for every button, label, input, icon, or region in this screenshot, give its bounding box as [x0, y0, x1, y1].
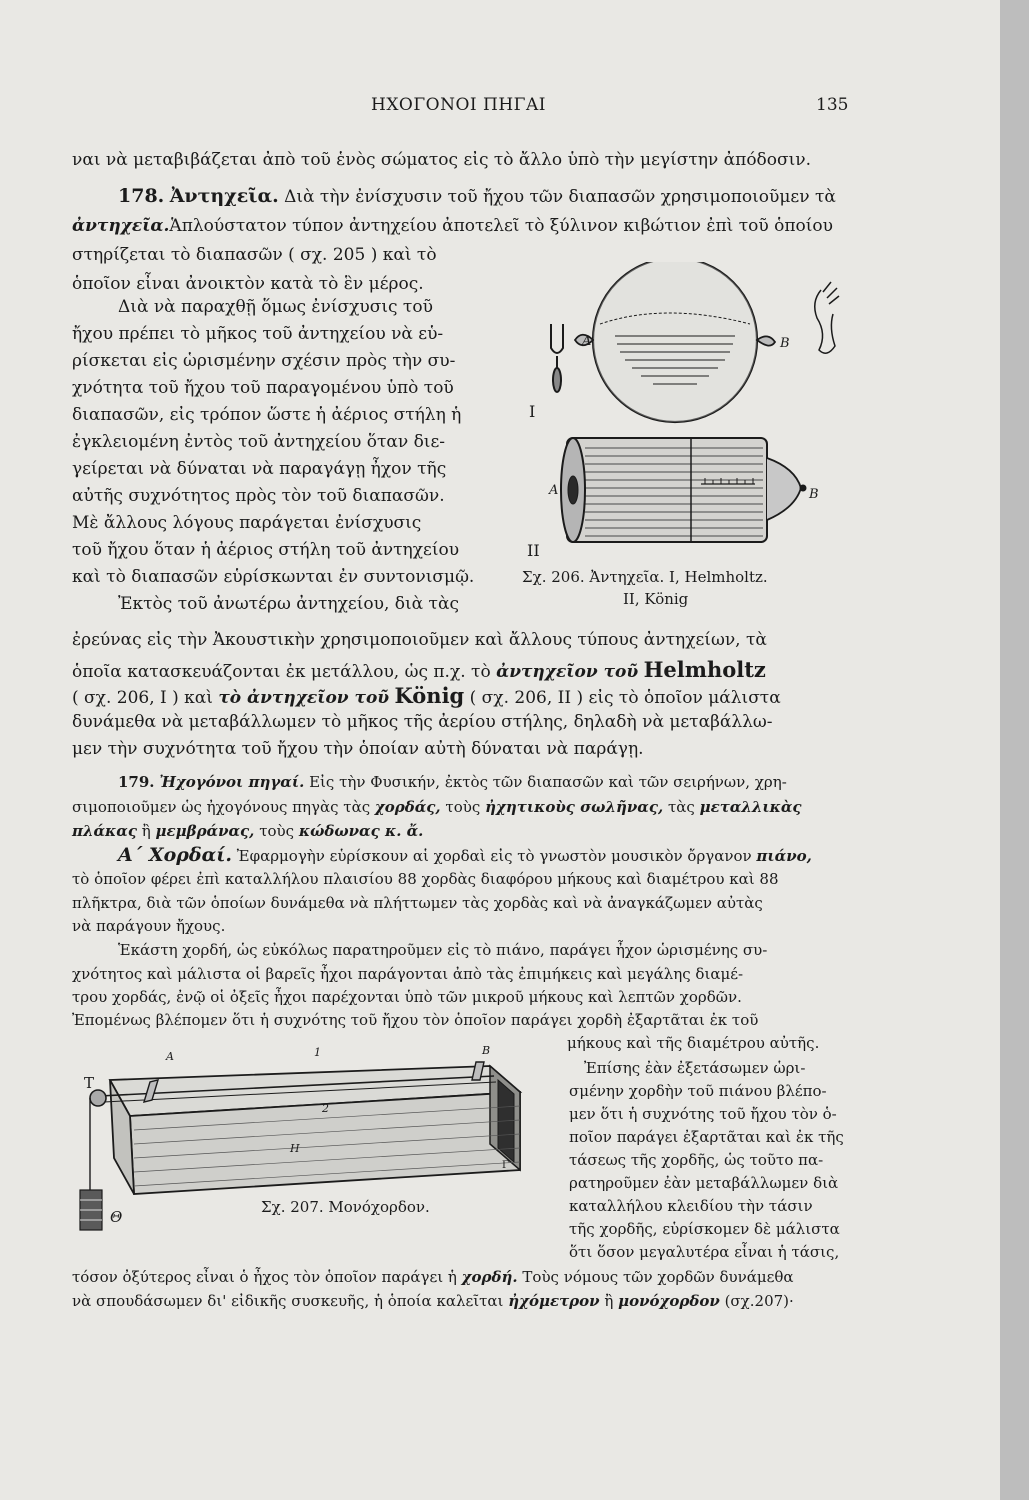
- research-text: ὁποῖα κατασκευάζονται ἐκ μετάλλου, ὡς π.χ. τὸ: [72, 662, 491, 682]
- section-text: ἢ: [141, 822, 151, 840]
- right-col-line: τάσεως τῆς χορδῆς, ὡς τοῦτο πα-: [569, 1151, 824, 1169]
- term-membranes: μεμβράνας,: [155, 822, 255, 840]
- fig207-label-B: B: [482, 1044, 491, 1057]
- narrow-line: Ἐκτὸς τοῦ ἀνωτέρω ἀντηχείου, διὰ τὰς: [118, 594, 459, 614]
- research-text: ( σχ. 206, I ) καὶ: [72, 688, 213, 708]
- research-line3: [72, 685, 781, 707]
- section-text: τοὺς: [445, 798, 481, 816]
- running-title: ΗΧΟΓΟΝΟΙ ΠΗΓΑΙ: [371, 95, 546, 115]
- narrow-line: γείρεται νὰ δύναται νὰ παραγάγῃ ἦχον τῆς: [72, 459, 447, 479]
- term-chordh: χορδή.: [461, 1268, 518, 1286]
- narrow-line: ἤχου πρέπει τὸ μῆκος τοῦ ἀντηχείου νὰ εὑ-: [72, 324, 444, 344]
- paragraph-continuation: ναι νὰ μεταβιβάζεται ἀπὸ τοῦ ἑνὸς σώματος εἰς τὸ ἄλλο ὑπὸ τὴν μεγίστην ἀπόδοσιν.: [72, 150, 812, 170]
- section-179-line1: [118, 775, 787, 790]
- right-col-line: σμένην χορδὴν τοῦ πιάνου βλέπο-: [569, 1082, 827, 1100]
- section-number: 179.: [118, 773, 155, 791]
- right-col-line: ποῖον παράγει ἐξαρτᾶται καὶ ἐκ τῆς: [569, 1128, 844, 1146]
- term-konig-resonator: τὸ ἀντηχεῖον τοῦ: [218, 688, 390, 708]
- section-text: τὰς: [667, 798, 695, 816]
- fig206-label-B2: B: [809, 487, 819, 502]
- right-col-line: μεν ὅτι ἡ συχνότης τοῦ ἤχου τὸν ὁ-: [569, 1105, 837, 1123]
- narrow-line: Μὲ ἄλλους λόγους παράγεται ἐνίσχυσις: [72, 513, 422, 533]
- section-178-line2: [72, 218, 833, 235]
- section-text: Ἁπλούστατον τύπον ἀντηχείου ἀποτελεῖ τὸ ξύλινον κιβώτιον ἐπὶ τοῦ ὁποίου: [169, 216, 834, 236]
- fig207-label-2: 2: [322, 1102, 329, 1115]
- page-edge-shadow: [1000, 0, 1029, 1500]
- final-text: Τοὺς νόμους τῶν χορδῶν δυνάμεθα: [522, 1268, 794, 1286]
- name-helmholtz: Helmholtz: [643, 657, 766, 682]
- chords-line9: μήκους καὶ τῆς διαμέτρου αὐτῆς.: [567, 1034, 820, 1052]
- name-konig: König: [394, 683, 465, 708]
- figure-206-resonators: [505, 262, 845, 562]
- right-col-line: ρατηροῦμεν ἐὰν μεταβάλλωμεν διὰ: [569, 1174, 839, 1192]
- term-antixeia: ἀντηχεῖα.: [72, 216, 170, 236]
- term-helmholtz-resonator: ἀντηχεῖον τοῦ: [496, 662, 639, 682]
- final-line2: [72, 1294, 794, 1309]
- section-title: Ἠχογόνοι πηγαί.: [159, 773, 305, 791]
- chords-line3: πλῆκτρα, διὰ τῶν ὁποίων δυνάμεθα νὰ πλήττωμεν τὰς χορδὰς καὶ νὰ ἀναγκάζωμεν αὐτὰς: [72, 894, 763, 912]
- helmholtz-resonator: [575, 262, 775, 422]
- chords-line4: νὰ παράγουν ἤχους.: [72, 917, 226, 935]
- chords-line7: τρου χορδάς, ἐνῷ οἱ ὀξεῖς ἦχοι παρέχονται ὑπὸ τῶν μικροῦ μήκους καὶ λεπτῶν χορδῶν.: [72, 988, 742, 1006]
- research-text: ( σχ. 206, II ) εἰς τὸ ὁποῖον μάλιστα: [469, 688, 781, 708]
- fig207-label-Theta: Θ: [110, 1208, 123, 1226]
- final-text: ἢ: [604, 1292, 614, 1310]
- section-179-line2: [72, 800, 802, 815]
- figure-206-caption: Σχ. 206. Ἀντηχεῖα. I, Helmholtz.: [522, 568, 768, 586]
- figure-207-caption: Σχ. 207. Μονόχορδον.: [261, 1198, 430, 1216]
- term-sound-tubes: ἠχητικοὺς σωλῆνας,: [485, 798, 664, 816]
- weight-icon: [80, 1190, 102, 1230]
- term-metallic: μεταλλικὰς: [699, 798, 802, 816]
- final-text: νὰ σπουδάσωμεν δι' εἰδικῆς συσκευῆς, ἡ ὁποία καλεῖται: [72, 1292, 504, 1310]
- narrow-line: ρίσκεται εἰς ὡρισμένην σχέσιν πρὸς τὴν συ-: [72, 351, 456, 371]
- right-col-line: καταλλήλου κλειδίου τὴν τάσιν: [569, 1197, 813, 1215]
- section-text: τοὺς: [259, 822, 295, 840]
- chords-line1: [118, 846, 812, 865]
- section-179-line3: [72, 824, 423, 839]
- right-col-line: τῆς χορδῆς, εὑρίσκομεν δὲ μάλιστα: [569, 1220, 840, 1238]
- narrow-line: Διὰ νὰ παραχθῇ ὅμως ἐνίσχυσις τοῦ: [118, 297, 433, 317]
- right-col-line: Ἐπίσης ἐὰν ἐξετάσωμεν ὡρι-: [584, 1059, 806, 1077]
- term-bells: κώδωνας κ. ἄ.: [298, 822, 424, 840]
- konig-resonator: [561, 438, 806, 542]
- chords-line5: Ἑκάστη χορδή, ὡς εὐκόλως παρατηροῦμεν εἰς τὸ πιάνο, παράγει ἦχον ὡρισμένης συ-: [118, 941, 768, 959]
- final-text: τόσον ὀξύτερος εἶναι ὁ ἦχος τὸν ὁποῖον παράγει ἡ: [72, 1268, 457, 1286]
- section-178-line3: στηρίζεται τὸ διαπασῶν ( σχ. 205 ) καὶ τὸ: [72, 245, 437, 265]
- section-number: 178.: [118, 185, 165, 207]
- research-line4: δυνάμεθα νὰ μεταβάλλωμεν τὸ μῆκος τῆς ἀερίου στήλης, δηλαδὴ νὰ μεταβάλλω-: [72, 712, 773, 732]
- fig207-label-1: 1: [314, 1046, 321, 1059]
- final-text: (σχ.207)·: [724, 1292, 794, 1310]
- ear-sketch-icon: [815, 282, 839, 353]
- chords-line2: τὸ ὁποῖον φέρει ἐπὶ καταλλήλου πλαισίου 88 χορδὰς διαφόρου μήκους καὶ διαμέτρου καὶ 88: [72, 870, 779, 888]
- fig207-label-T: T: [84, 1074, 95, 1092]
- section-title: Ἀντηχεῖα.: [169, 185, 279, 207]
- section-178-line4: ὁποῖον εἶναι ἀνοικτὸν κατὰ τὸ ἓν μέρος.: [72, 274, 424, 294]
- narrow-line: ἐγκλειομένη ἐντὸς τοῦ ἀντηχείου ὅταν διε-: [72, 432, 446, 452]
- chords-heading: Α΄ Χορδαί.: [118, 844, 233, 866]
- research-line1: ἐρεύνας εἰς τὴν Ἀκουστικὴν χρησιμοποιοῦμεν καὶ ἄλλους τύπους ἀντηχείων, τὰ: [72, 630, 767, 650]
- chords-text: Ἐφαρμογὴν εὑρίσκουν αἱ χορδαὶ εἰς τὸ γνωστὸν μουσικὸν ὄργανον: [236, 847, 752, 865]
- research-line2: [72, 659, 766, 681]
- narrow-line: αὐτῆς συχνότητος πρὸς τὸν τοῦ διαπασῶν.: [72, 486, 445, 506]
- term-plates: πλάκας: [72, 822, 137, 840]
- fig207-label-G: Γ: [502, 1160, 509, 1171]
- fig207-label-A: A: [166, 1050, 174, 1063]
- term-piano: πιάνο,: [756, 847, 812, 865]
- fig207-label-H: H: [290, 1142, 300, 1155]
- fig206-label-A2: A: [549, 483, 559, 498]
- research-line5: μεν τὴν συχνότητα τοῦ ἤχου τὴν ὁποίαν αὐτὴ δύναται νὰ παράγῃ.: [72, 739, 644, 759]
- final-line1: [72, 1270, 794, 1285]
- term-chordas: χορδάς,: [374, 798, 441, 816]
- narrow-line: καὶ τὸ διαπασῶν εὑρίσκωνται ἐν συντονισμῷ.: [72, 567, 475, 587]
- section-text: Διὰ τὴν ἐνίσχυσιν τοῦ ἤχου τῶν διαπασῶν χρησιμοποιοῦμεν τὰ: [284, 187, 836, 207]
- right-col-line: ὅτι ὅσον μεγαλυτέρα εἶναι ἡ τάσις,: [569, 1243, 840, 1261]
- chords-line6: χνότητος καὶ μάλιστα οἱ βαρεῖς ἦχοι παράγονται ἀπὸ τὰς ἐπιμήκεις καὶ μεγάλης διαμέ-: [72, 965, 744, 983]
- figure-206-caption-line2: II, König: [623, 590, 689, 608]
- narrow-line: διαπασῶν, εἰς τρόπον ὥστε ἡ ἀέριος στήλη ἡ: [72, 405, 462, 425]
- tuning-fork-icon: [551, 324, 563, 392]
- narrow-line: χνότητα τοῦ ἤχου τοῦ παραγομένου ὑπὸ τοῦ: [72, 378, 454, 398]
- narrow-line: τοῦ ἤχου ὅταν ἡ ἀέριος στήλη τοῦ ἀντηχείου: [72, 540, 460, 560]
- section-178-line1: [118, 187, 836, 206]
- term-monochordon: μονόχορδον: [618, 1292, 720, 1310]
- fig206-label-B1: B: [780, 336, 790, 351]
- page-number: 135: [816, 95, 849, 115]
- fig206-label-A1: A: [582, 334, 592, 349]
- section-text: σιμοποιοῦμεν ὡς ἠχογόνους πηγὰς τὰς: [72, 798, 371, 816]
- fig206-label-I: I: [529, 402, 536, 421]
- chords-line8: Ἐπομένως βλέπομεν ὅτι ἡ συχνότης τοῦ ἤχου τὸν ὁποῖον παράγει χορδὴ ἐξαρτᾶται ἐκ τοῦ: [72, 1011, 759, 1029]
- term-hxometron: ἠχόμετρον: [508, 1292, 600, 1310]
- section-text: Εἰς τὴν Φυσικήν, ἐκτὸς τῶν διαπασῶν καὶ τῶν σειρήνων, χρη-: [309, 773, 787, 791]
- fig206-label-II: II: [527, 541, 540, 560]
